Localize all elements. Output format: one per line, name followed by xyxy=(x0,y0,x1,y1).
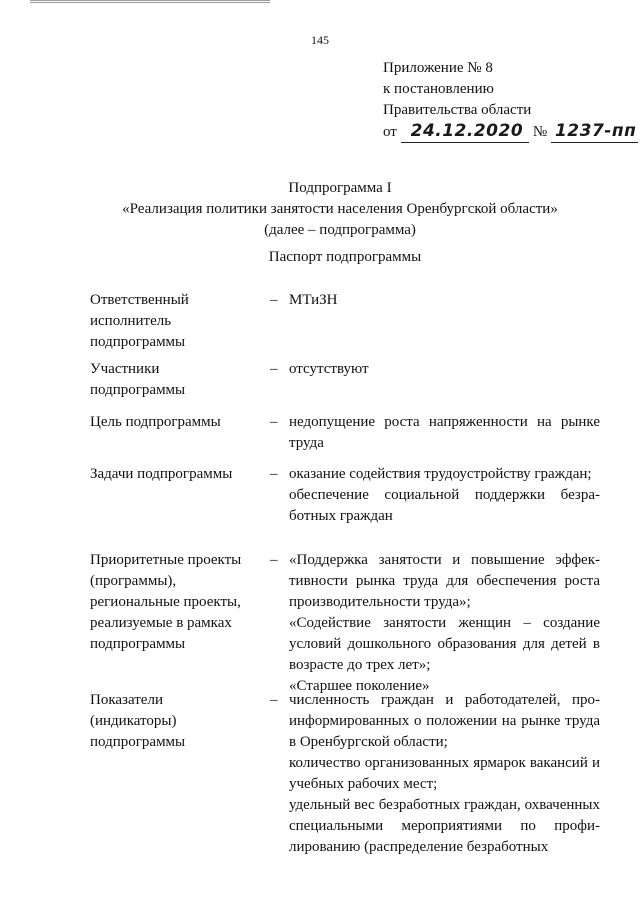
task-item: обеспечение социальной поддержки безработных граждан xyxy=(289,487,600,524)
handwritten-date: 24.12.2020 xyxy=(401,121,530,143)
row-value xyxy=(289,550,600,697)
label-line: Приоритетные проекты xyxy=(90,552,242,568)
title-line-3: (далее – подпрограмма) xyxy=(264,222,416,238)
number-sign: № xyxy=(532,124,548,140)
title-line-1: Подпрограмма I xyxy=(288,180,392,196)
annex-line-2: к постановлению xyxy=(383,81,494,97)
indicator-item: количество организованных ярмарок вакансий и учебных рабочих мест; xyxy=(289,755,600,792)
scan-edge-lines xyxy=(30,0,270,3)
label-line: Ответственный xyxy=(90,292,189,308)
row-label xyxy=(90,290,265,353)
label-line: региональные проекты, xyxy=(90,594,241,610)
label-line: реализуемые в рамках xyxy=(90,615,232,631)
label-line: исполнитель xyxy=(90,313,172,329)
label-line: Участники xyxy=(90,361,160,377)
indicator-item: численность граждан и работодателей, проинформированных о положении на рынке труда в Оренбургской области; xyxy=(289,692,600,750)
subprogram-title xyxy=(0,178,640,241)
annex-line-3: Правительства области xyxy=(383,102,532,118)
label-line: подпрограммы xyxy=(90,334,186,350)
row-label xyxy=(90,690,265,753)
page-number: 145 xyxy=(311,33,329,47)
row-label xyxy=(90,464,265,485)
project-item: «Поддержка занятости и повышение эффективности рынка труда для обеспечения роста производительности труда»; xyxy=(289,552,600,610)
annex-line-1: Приложение № 8 xyxy=(383,60,493,76)
passport-title: Паспорт подпрограммы xyxy=(268,249,422,265)
date-prefix: от xyxy=(383,124,397,140)
label-line: Показатели xyxy=(90,692,163,708)
row-value xyxy=(289,690,600,858)
row-value: отсутствуют xyxy=(289,361,369,377)
row-dash: – xyxy=(270,552,278,568)
row-label xyxy=(90,550,265,655)
label-line: (программы), xyxy=(90,573,177,589)
task-item: оказание содействия трудоустройству граждан; xyxy=(289,466,592,482)
row-dash: – xyxy=(270,292,278,308)
annex-date-line xyxy=(383,121,638,143)
title-line-2: «Реализация политики занятости населения Оренбургской области» xyxy=(122,201,558,217)
annex-block xyxy=(383,58,638,143)
row-value: недопущение роста напряженности на рынке труда xyxy=(289,414,600,451)
label-line: Цель подпрограммы xyxy=(90,414,221,430)
indicator-item: удельный вес безработных граждан, охваченных специальными мероприятиями по профилированию (распределение безработных xyxy=(289,797,600,855)
row-dash: – xyxy=(270,361,278,377)
label-line: (индикаторы) xyxy=(90,713,177,729)
row-value: МТиЗН xyxy=(289,292,338,308)
row-value xyxy=(289,464,600,527)
project-item: «Старшее поколение» xyxy=(289,678,430,694)
label-line: подпрограммы xyxy=(90,636,186,652)
label-line: подпрограммы xyxy=(90,734,186,750)
row-dash: – xyxy=(270,692,278,708)
row-dash: – xyxy=(270,466,278,482)
handwritten-number: 1237-пп xyxy=(551,121,638,143)
row-dash: – xyxy=(270,414,278,430)
project-item: «Содействие занятости женщин – создание условий дошкольного образования для детей в возрасте до трех лет»; xyxy=(289,615,600,673)
row-label xyxy=(90,412,265,433)
label-line: Задачи подпрограммы xyxy=(90,466,233,482)
row-label xyxy=(90,359,265,401)
label-line: подпрограммы xyxy=(90,382,186,398)
